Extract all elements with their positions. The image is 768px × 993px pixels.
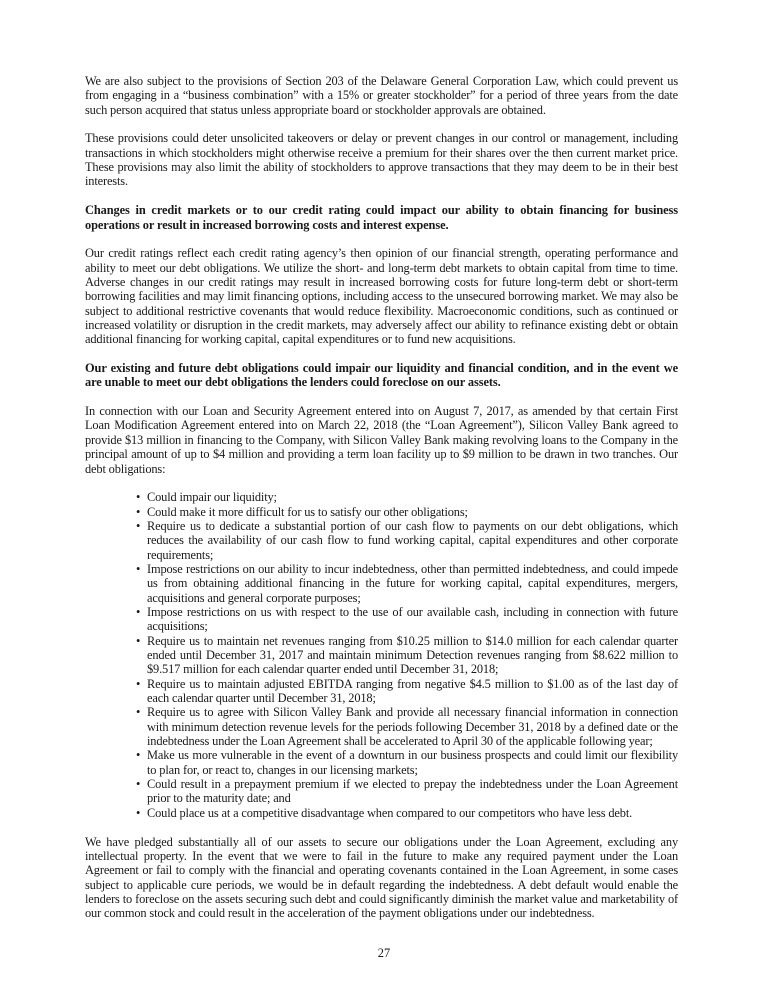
list-item-text: Could make it more difficult for us to satisfy our other obligations; (147, 504, 468, 519)
list-item-text: Impose restrictions on our ability to incur indebtedness, other than permitted indebtedness, and could impede us from obtaining additional financing in the future for working capital, capital expenditures, mergers, acquisitions and general corporate purposes; (147, 561, 678, 605)
bullet-icon: • (136, 748, 141, 763)
list-item (136, 518, 678, 562)
paragraph-credit-ratings: Our credit ratings reflect each credit rating agency’s then opinion of our financial strength, operating performance and ability to meet our debt obligations. We utilize the short- and long-term debt markets to obtain capital from time to time. Adverse changes in our credit ratings may result in increased borrowing costs for future long-term debt or short-term borrowing facilities and may limit financing options, including access to the unsecured borrowing market. We may also be subject to additional restrictive covenants that would reduce flexibility. Macroeconomic conditions, such as continued or increased volatility or disruption in the credit markets, may adversely affect our ability to refinance existing debt or obtain additional financing for working capital, capital expenditures or to fund new acquisitions. (85, 246, 678, 347)
paragraph-takeover-provisions: These provisions could deter unsolicited takeovers or delay or prevent changes in our control or management, including transactions in which stockholders might otherwise receive a premium for their shares over the then current market price. These provisions may also limit the ability of stockholders to approve transactions that they may deem to be in their best interests. (85, 131, 678, 189)
list-item-text: Require us to maintain net revenues ranging from $10.25 million to $14.0 million for each calendar quarter ended until December 31, 2017 and maintain minimum Detection revenues ranging from $8.622 million to $9.517 million for each calendar quarter ended until December 31, 2018; (147, 633, 678, 677)
list-item-text: Require us to dedicate a substantial portion of our cash flow to payments on our debt obligations, which reduces the availability of our cash flow to fund working capital, capital expenditures and other corporate requirements; (147, 518, 678, 562)
heading-debt-obligations: Our existing and future debt obligations could impair our liquidity and financial condition, and in the event we are unable to meet our debt obligations the lenders could foreclose on our assets. (85, 361, 678, 390)
list-item (136, 605, 678, 634)
list-item (136, 777, 678, 806)
list-item (136, 676, 678, 706)
document-page (85, 74, 678, 935)
list-item-text: Require us to agree with Silicon Valley Bank and provide all necessary financial information in connection with minimum detection revenue levels for the periods following December 31, 2018 by a defined date or the indebtedness under the Loan Agreement shall be accelerated to April 30 of the applicable following year; (147, 705, 678, 749)
bullet-icon: • (136, 490, 141, 505)
list-item (136, 561, 678, 605)
bullet-icon: • (136, 561, 141, 576)
list-item-text: Require us to maintain adjusted EBITDA ranging from negative $4.5 million to $1.00 as of the last day of each calendar quarter until December 31, 2018; (147, 676, 678, 706)
list-item (136, 748, 678, 777)
list-item (136, 504, 678, 519)
list-item (136, 633, 678, 677)
bullet-icon: • (136, 504, 141, 519)
bullet-icon: • (136, 518, 141, 533)
list-item (136, 705, 678, 749)
list-item-text: Could impair our liquidity; (147, 490, 277, 505)
list-item-text: Could result in a prepayment premium if we elected to prepay the indebtedness under the Loan Agreement prior to the maturity date; and (147, 777, 678, 806)
list-item (136, 805, 678, 820)
page-number: 27 (377, 946, 391, 960)
debt-obligations-list (85, 490, 678, 820)
list-item (136, 490, 678, 505)
bullet-icon: • (136, 676, 141, 691)
bullet-icon: • (136, 705, 141, 720)
heading-credit-markets: Changes in credit markets or to our credit rating could impact our ability to obtain financing for business operations or result in increased borrowing costs and interest expense. (85, 203, 678, 232)
list-item-text: Make us more vulnerable in the event of a downturn in our business prospects and could limit our flexibility to plan for, or react to, changes in our licensing markets; (147, 748, 678, 777)
bullet-icon: • (136, 805, 141, 820)
bullet-icon: • (136, 633, 141, 648)
paragraph-section-203: We are also subject to the provisions of Section 203 of the Delaware General Corporation Law, which could prevent us from engaging in a “business combination” with a 15% or greater stockholder” for a period of three years from the date such person acquired that status unless appropriate board or stockholder approvals are obtained. (85, 74, 678, 117)
paragraph-loan-agreement: In connection with our Loan and Security Agreement entered into on August 7, 2017, as amended by that certain First Loan Modification Agreement entered into on March 22, 2018 (the “Loan Agreement”), Silicon Valley Bank agreed to provide $13 million in financing to the Company, with Silicon Valley Bank making revolving loans to the Company in the principal amount of up to $4 million and providing a term loan facility up to $9 million to be drawn in two tranches. Our debt obligations: (85, 404, 678, 476)
list-item-text: Could place us at a competitive disadvantage when compared to our competitors who have less debt. (147, 805, 633, 820)
list-item-text: Impose restrictions on us with respect to the use of our available cash, including in connection with future acquisitions; (147, 605, 678, 634)
bullet-icon: • (136, 777, 141, 792)
bullet-icon: • (136, 605, 141, 619)
paragraph-pledged-assets: We have pledged substantially all of our assets to secure our obligations under the Loan Agreement, excluding any intellectual property. In the event that we were to fail in the future to make any required payment under the Loan Agreement or fail to comply with the financial and operating covenants contained in the Loan Agreement, in some cases subject to applicable cure periods, we would be in default regarding the indebtedness. A debt default would enable the lenders to foreclose on the assets securing such debt and could significantly diminish the market value and marketability of our common stock and could result in the acceleration of the payment obligations under our indebtedness. (85, 834, 678, 921)
